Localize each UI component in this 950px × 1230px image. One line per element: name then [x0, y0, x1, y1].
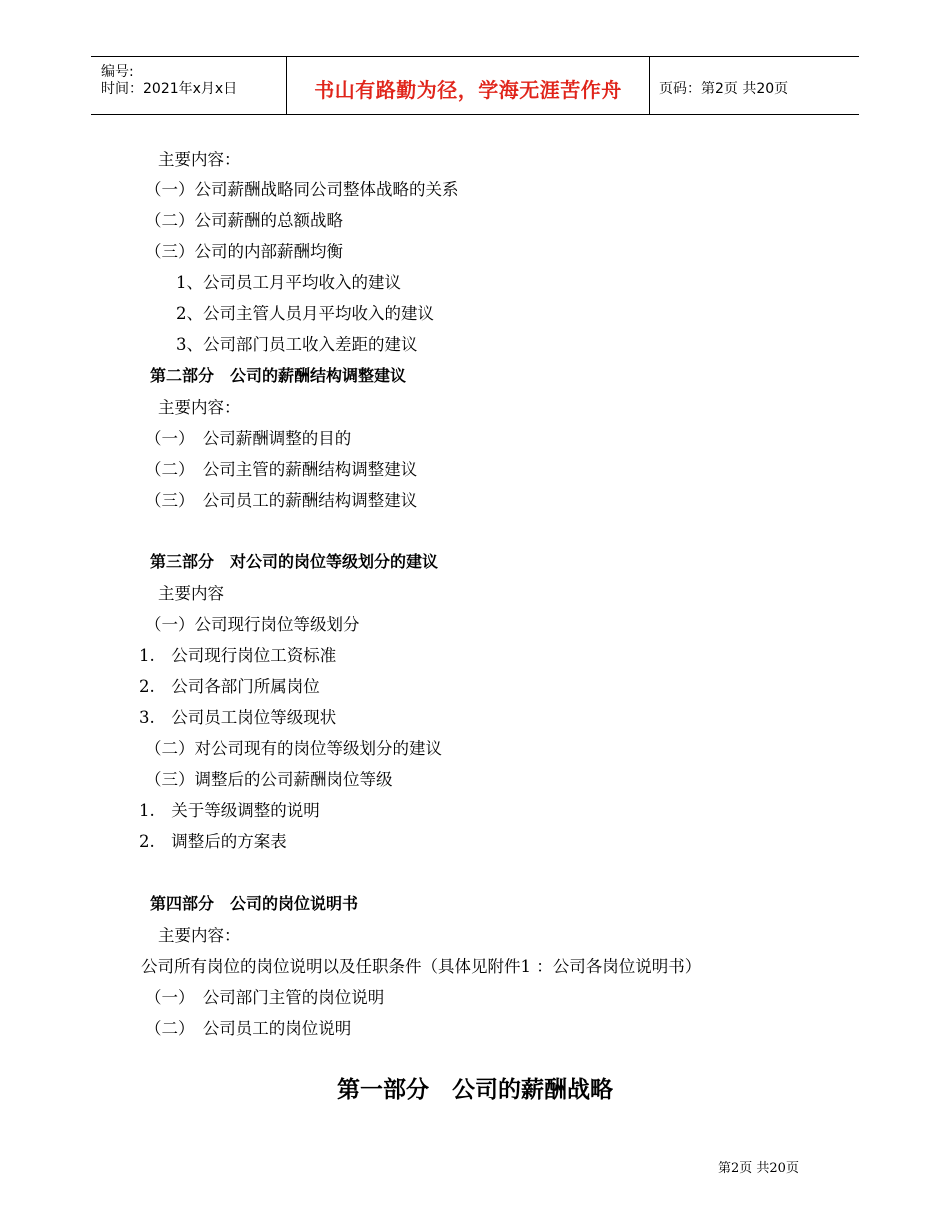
text-line: 主要内容： — [158, 150, 241, 169]
header-right-cell — [650, 57, 859, 114]
header-middle-cell — [286, 57, 650, 114]
motto: 书山有路勤为径，学海无涯苦作舟 — [314, 78, 622, 102]
text-line: （三）调整后的公司薪酬岗位等级 — [145, 770, 393, 789]
text-line: （二）公司薪酬的总额战略 — [145, 211, 343, 230]
text-line: 1. 公司现行岗位工资标准 — [139, 646, 337, 665]
section-heading: 第二部分 公司的薪酬结构调整建议 — [150, 366, 407, 385]
text-line: 1. 关于等级调整的说明 — [139, 801, 320, 820]
section-heading: 第四部分 公司的岗位说明书 — [150, 894, 359, 913]
text-line: 3. 公司员工岗位等级现状 — [139, 708, 337, 727]
text-line: 主要内容： — [158, 926, 241, 945]
time-label: 时间：2021年x月x日 — [101, 81, 238, 97]
text-line: 2. 调整后的方案表 — [139, 832, 287, 851]
page-info: 页码：第2页 共20页 — [659, 81, 789, 97]
page-footer: 第2页 共20页 — [718, 1161, 799, 1176]
text-line: （三） 公司员工的薪酬结构调整建议 — [145, 491, 418, 510]
text-line: 3、公司部门员工收入差距的建议 — [176, 335, 418, 354]
text-line: （一） 公司薪酬调整的目的 — [145, 429, 352, 448]
text-line: 1、公司员工月平均收入的建议 — [176, 273, 401, 292]
part-one-title: 第一部分 公司的薪酬战略 — [337, 1077, 613, 1103]
text-line: 公司所有岗位的岗位说明以及任职条件（具体见附件1 ：公司各岗位说明书） — [141, 957, 702, 976]
number-label: 编号: — [101, 64, 134, 80]
text-line: 2. 公司各部门所属岗位 — [139, 677, 320, 696]
text-line: （一） 公司部门主管的岗位说明 — [145, 988, 385, 1007]
page-header — [91, 56, 859, 115]
header-left-cell — [91, 57, 286, 114]
text-line: （二） 公司主管的薪酬结构调整建议 — [145, 460, 418, 479]
section-heading: 第三部分 对公司的岗位等级划分的建议 — [150, 552, 439, 571]
text-line: 主要内容： — [158, 398, 241, 417]
text-line: （一）公司现行岗位等级划分 — [145, 615, 360, 634]
text-line: （三）公司的内部薪酬均衡 — [145, 242, 343, 261]
text-line: 主要内容 — [158, 584, 224, 603]
text-line: （二） 公司员工的岗位说明 — [145, 1019, 352, 1038]
text-line: （一）公司薪酬战略同公司整体战略的关系 — [145, 180, 459, 199]
text-line: 2、公司主管人员月平均收入的建议 — [176, 304, 434, 323]
text-line: （二）对公司现有的岗位等级划分的建议 — [145, 739, 442, 758]
